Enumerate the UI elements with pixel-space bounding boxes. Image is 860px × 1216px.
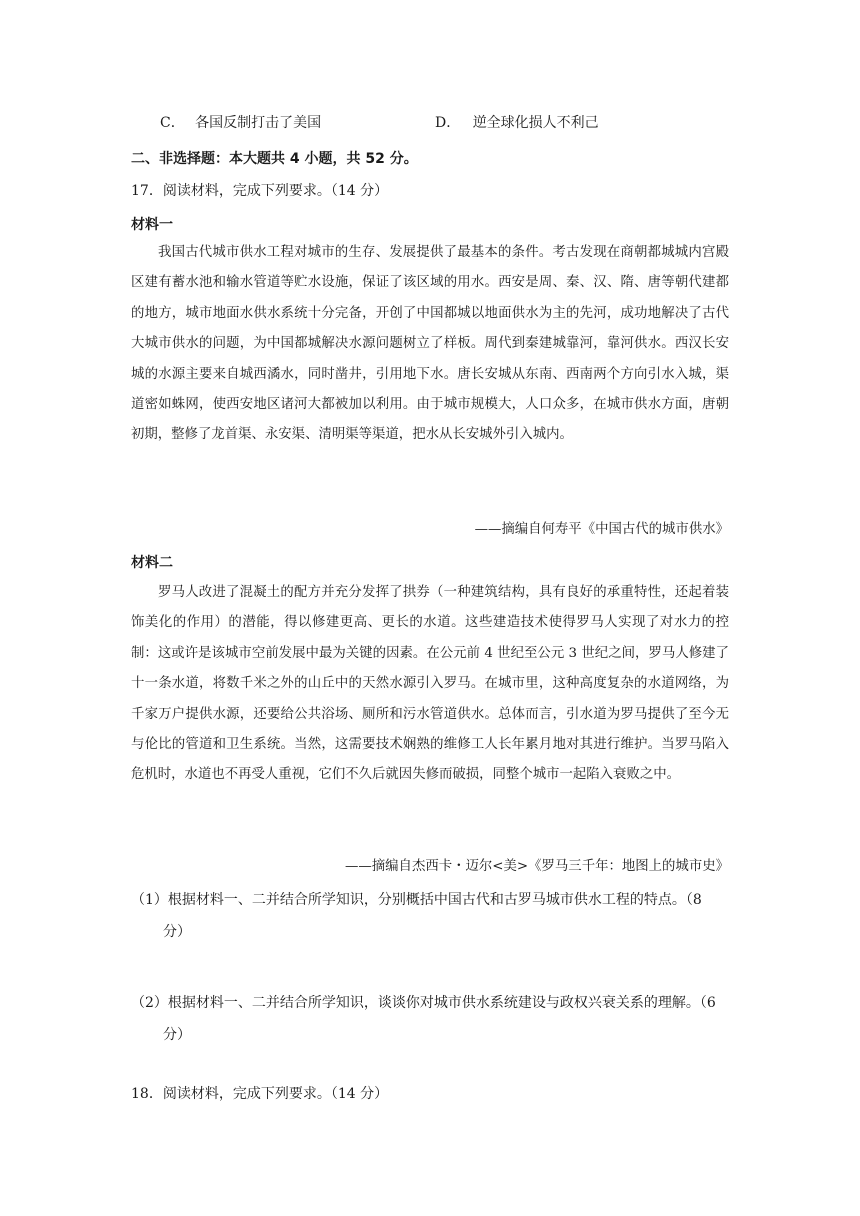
q18-stem: 18．阅读材料，完成下列要求。（14 分） — [131, 1086, 389, 1102]
material1-body: 我国古代城市供水工程对城市的生存、发展提供了最基本的条件。考古发现在商朝都城城内宫殿区建有蓄水池和输水管道等贮水设施，保证了该区域的用水。西安是周、秦、汉、隋、唐等朝代建都的地方，城市地面水供水系统十分完备，开创了中国都城以地面供水为主的先河，成功地解决了古代大城市供水的问题，为中国都城解决水源问题树立了样板。周代到秦建城靠河，靠河供水。西汉长安城的水源主要来自城西潏水，同时凿井，引用地下水。唐长安城从东南、西南两个方向引水入城，渠道密如蛛网，使西安地区诸河大都被加以利用。由于城市规模大，人口众多，在城市供水方面，唐朝初期，整修了龙首渠、永安渠、清明渠等渠道，把水从长安城外引入城内。 — [131, 245, 729, 443]
material2-body: 罗马人改进了混凝土的配方并充分发挥了拱券（一种建筑结构，具有良好的承重特性，还起着装饰美化的作用）的潜能，得以修建更高、更长的水道。这些建造技术使得罗马人实现了对水力的控制：这或许是该城市空前发展中最为关键的因素。在公元前 4 世纪至公元 3 世纪之间，罗马人修建了十一条水道，将数千米之外的山丘中的天然水源引入罗马。在城市里，这种高度复杂的水道网络，为千家万户提供水源，还要给公共浴场、厕所和污水管道供水。总体而言，引水道为罗马提供了至今无与伦比的管道和卫生系统。当然，这需要技术娴熟的维修工人长年累月地对其进行维护。当罗马陷入危机时，水道也不再受人重视，它们不久后就因失修而破损，同整个城市一起陷入衰败之中。 — [131, 585, 729, 783]
material2-heading: 材料二 — [131, 555, 173, 571]
subquestion-2-text: （2）根据材料一、二并结合所学知识，谈谈你对城市供水系统建设与政权兴衰关系的理解。（6 — [131, 995, 716, 1011]
q17-subquestion-2 — [131, 987, 731, 1051]
option-c-letter: C． — [160, 115, 185, 131]
material2-source: ——摘编自杰西卡・迈尔<美>《罗马三千年：地图上的城市史》 — [345, 859, 729, 874]
option-c-text: 各国反制打击了美国 — [195, 115, 322, 131]
section-title: 二、非选择题：本大题共 4 小题，共 52 分。 — [131, 151, 418, 167]
subquestion-1-cont: 分） — [163, 924, 191, 940]
material1-source: ——摘编自何寿平《中国古代的城市供水》 — [474, 522, 729, 537]
material1-heading: 材料一 — [131, 217, 173, 233]
option-d-letter: D． — [435, 115, 461, 131]
q17-subquestion-1 — [131, 884, 731, 948]
option-d — [435, 112, 599, 132]
subquestion-2-cont: 分） — [163, 1027, 191, 1043]
option-d-text: 逆全球化损人不利己 — [472, 115, 599, 131]
q17-stem: 17．阅读材料，完成下列要求。（14 分） — [131, 183, 389, 199]
option-c — [160, 112, 321, 132]
subquestion-1-text: （1）根据材料一、二并结合所学知识，分别概括中国古代和古罗马城市供水工程的特点。（8 — [131, 892, 702, 908]
